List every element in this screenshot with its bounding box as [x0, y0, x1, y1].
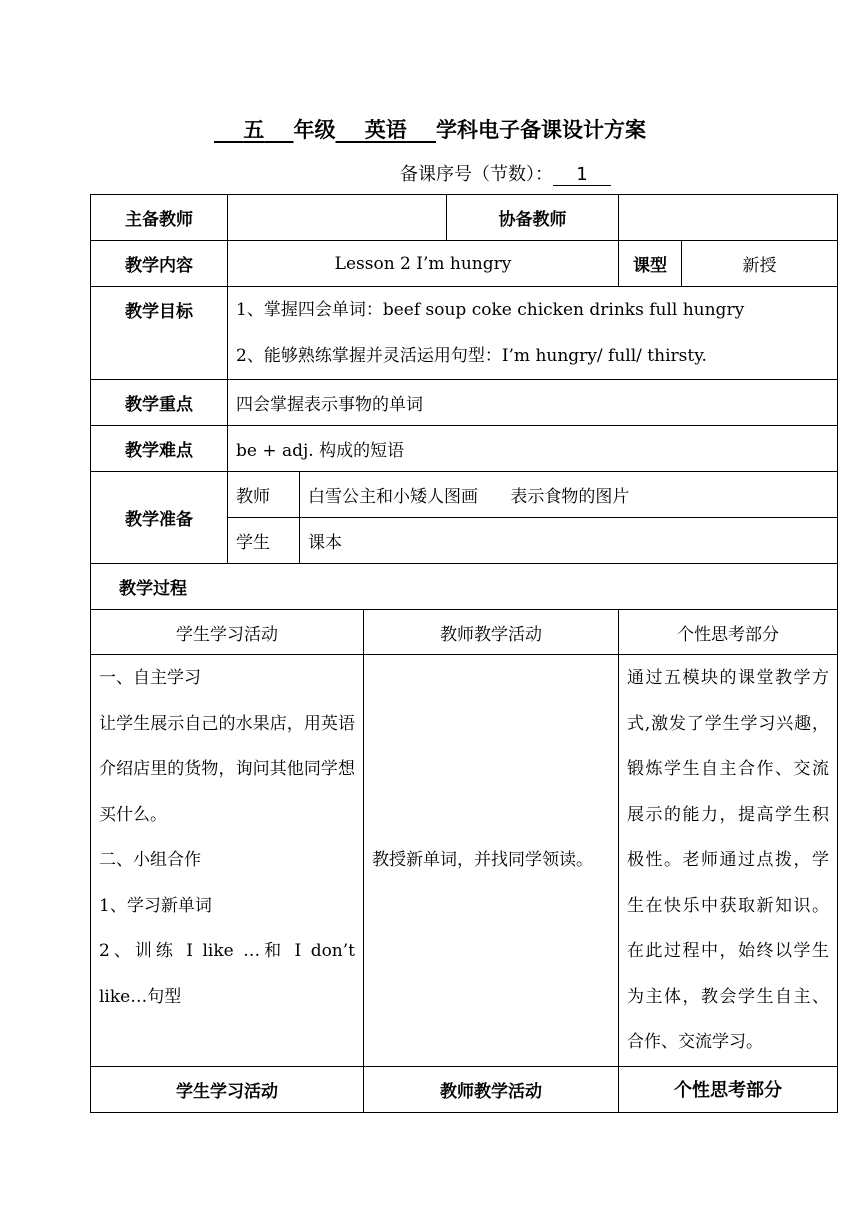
lesson-number-label: 备课序号（节数）： [400, 164, 553, 185]
footer-thinking: 个性思考部分 [619, 1066, 838, 1112]
subject-blank [336, 114, 437, 144]
prep-teacher-label: 教师 [228, 472, 300, 518]
key-label: 教学重点 [91, 380, 228, 426]
difficulty-value: be + adj. 构成的短语 [228, 426, 838, 472]
content-row [91, 241, 838, 287]
thinking-value: 通过五模块的课堂教学方式,激发了学生学习兴趣，锻炼学生自主合作、交流展示的能力，提高学生积极性。老师通过点拨，学生在快乐中获取新知识。在此过程中，始终以学生为主体，教会学生自主、合作、交流学习。 [619, 655, 838, 1067]
prep-student-value: 课本 [300, 518, 838, 564]
student-activity-item: 1、学习新单词 [99, 895, 212, 916]
type-value: 新授 [682, 241, 838, 287]
type-label: 课型 [619, 241, 682, 287]
prep-student-label: 学生 [228, 518, 300, 564]
lesson-number-value: 1 [553, 165, 611, 186]
prep-label: 教学准备 [91, 472, 228, 564]
student-activities [91, 655, 364, 1067]
main-teacher-value [228, 195, 447, 241]
difficulty-row [91, 426, 838, 472]
student-activity-item: 二、小组合作 [99, 850, 201, 870]
content-label: 教学内容 [91, 241, 228, 287]
goals-value [228, 287, 838, 380]
process-body-row [91, 655, 838, 1067]
grade-value: 五 [243, 118, 265, 142]
col-teacher-header: 教师教学活动 [364, 610, 619, 655]
key-value: 四会掌握表示事物的单词 [228, 380, 838, 426]
goal-item: 2、能够熟练掌握并灵活运用句型：I’m hungry/ full/ thirsty. [236, 346, 707, 366]
goal-item: 1、掌握四会单词：beef soup coke chicken drinks full hungry [236, 300, 745, 320]
title-suffix: 学科电子备课设计方案 [436, 118, 646, 142]
document-title [0, 114, 860, 144]
goals-row [91, 287, 838, 380]
footer-row [91, 1066, 838, 1112]
teachers-row [91, 195, 838, 241]
student-activity-item: 一、自主学习 [99, 668, 201, 688]
process-header-row [91, 610, 838, 655]
co-teacher-label: 协备教师 [447, 195, 619, 241]
student-activity-item: 让学生展示自己的水果店，用英语介绍店里的货物，询问其他同学想买什么。 [99, 713, 355, 825]
footer-student: 学生学习活动 [91, 1066, 364, 1112]
grade-blank [214, 114, 294, 144]
lesson-plan-table [90, 194, 838, 1113]
student-activity-item: 2、训练 I like …和 I don’t like…句型 [99, 941, 355, 1007]
subject-value: 英语 [364, 118, 407, 142]
prep-teacher-row [91, 472, 838, 518]
grade-suffix: 年级 [293, 118, 336, 142]
lesson-number [400, 160, 611, 186]
process-label: 教学过程 [91, 564, 838, 610]
process-row [91, 564, 838, 610]
prep-teacher-value: 白雪公主和小矮人图画 表示食物的图片 [300, 472, 838, 518]
teacher-activity: 教授新单词，并找同学领读。 [364, 655, 619, 1067]
col-student-header: 学生学习活动 [91, 610, 364, 655]
content-value: Lesson 2 I’m hungry [228, 241, 619, 287]
main-teacher-label: 主备教师 [91, 195, 228, 241]
col-thinking-header: 个性思考部分 [619, 610, 838, 655]
co-teacher-value [619, 195, 838, 241]
key-row [91, 380, 838, 426]
goals-label: 教学目标 [91, 287, 228, 380]
difficulty-label: 教学难点 [91, 426, 228, 472]
footer-teacher: 教师教学活动 [364, 1066, 619, 1112]
